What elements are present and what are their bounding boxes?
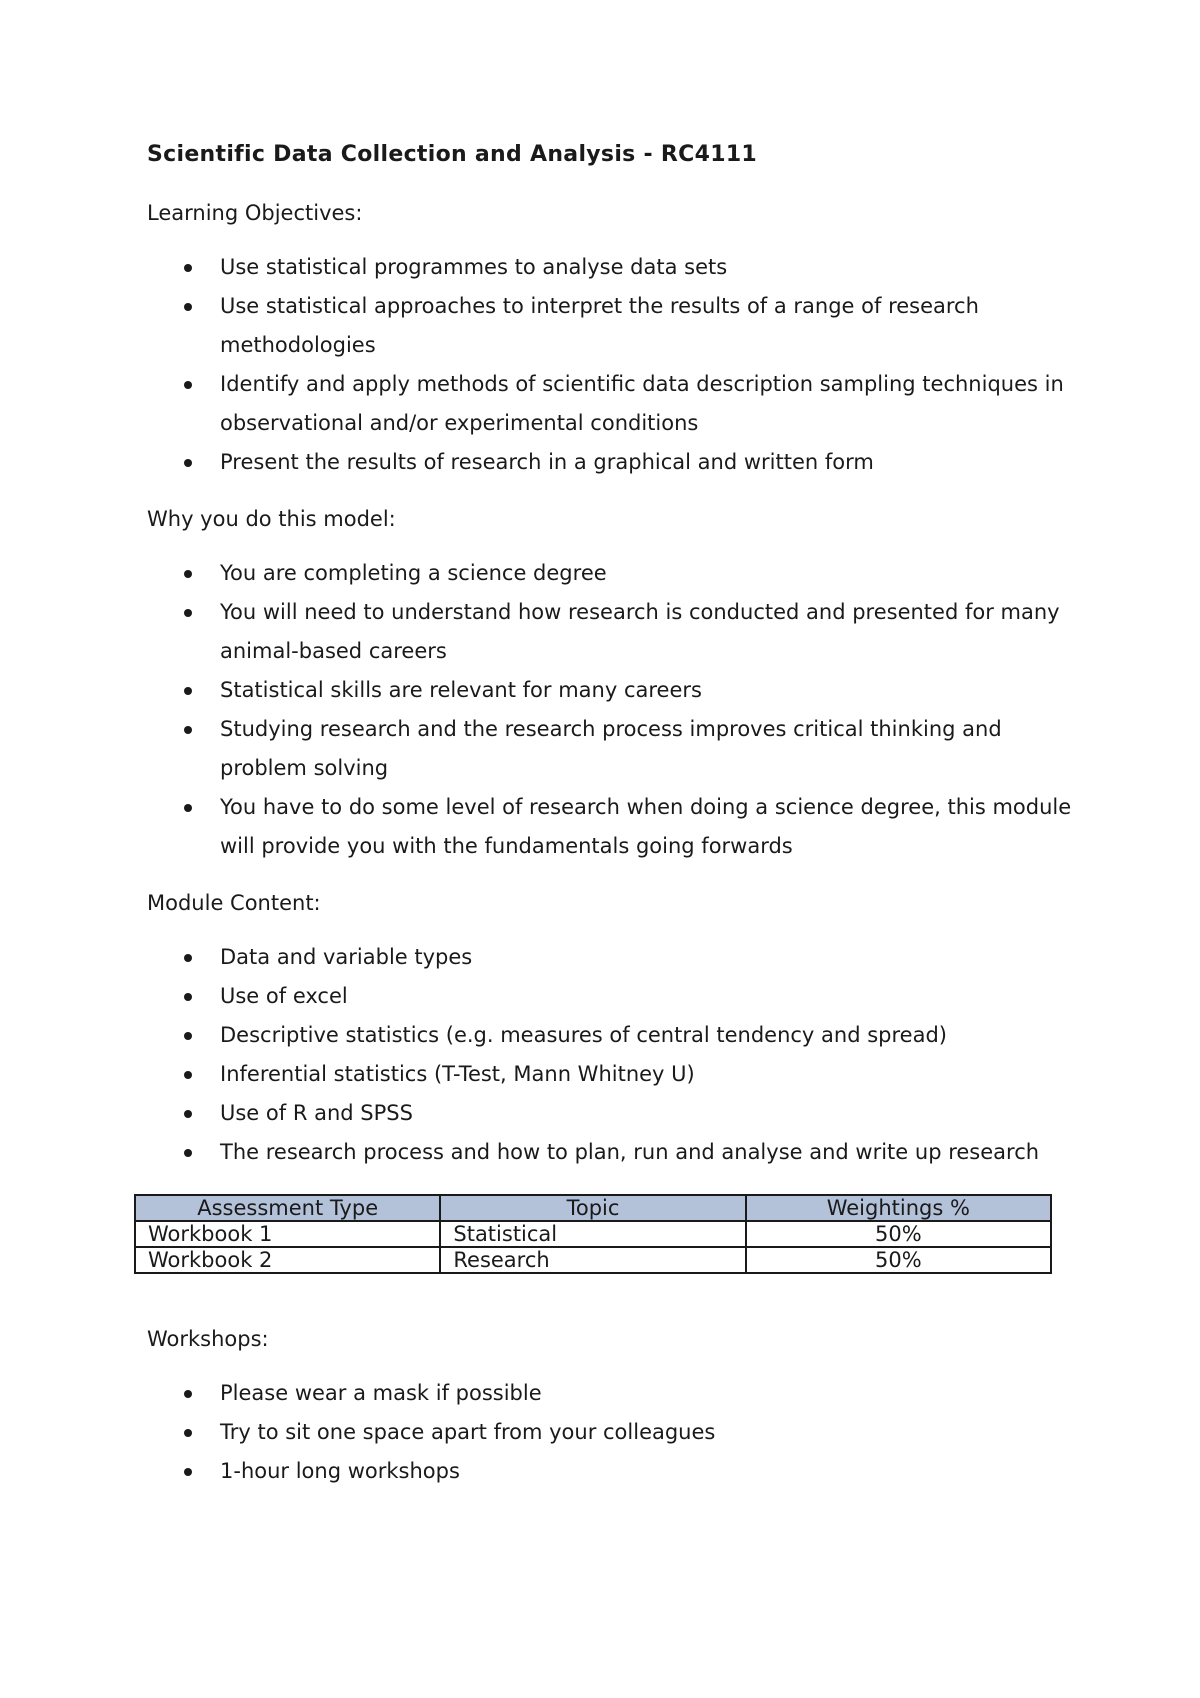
bullet-icon: [184, 1149, 192, 1157]
list-item: Please wear a mask if possible: [147, 1374, 1077, 1413]
list-item: Use statistical approaches to interpret the results of a range of research methodologies: [147, 287, 1077, 365]
bullet-icon: [184, 954, 192, 962]
bullet-icon: [184, 609, 192, 617]
document-title: Scientific Data Collection and Analysis - RC4111: [147, 142, 758, 167]
bullet-icon: [184, 687, 192, 695]
workshops-list: [147, 1374, 1077, 1491]
bullet-icon: [184, 570, 192, 578]
bullet-icon: [184, 381, 192, 389]
header-topic: Topic: [440, 1195, 745, 1221]
list-item: Inferential statistics (T-Test, Mann Whitney U): [147, 1055, 1077, 1094]
list-item: Descriptive statistics (e.g. measures of central tendency and spread): [147, 1016, 1077, 1055]
bullet-icon: [184, 303, 192, 311]
header-weightings: Weightings %: [746, 1195, 1051, 1221]
list-item: The research process and how to plan, run and analyse and write up research: [147, 1133, 1077, 1172]
learning-objectives-list: [147, 248, 1077, 482]
list-item: Try to sit one space apart from your colleagues: [147, 1413, 1077, 1452]
table-cell: 50%: [746, 1221, 1051, 1247]
list-item: You will need to understand how research is conducted and presented for many animal-based careers: [147, 593, 1077, 671]
bullet-icon: [184, 264, 192, 272]
table-cell: Statistical: [440, 1221, 745, 1247]
table-row: [135, 1247, 1051, 1273]
module-content-list: [147, 938, 1077, 1172]
workshops-heading: Workshops:: [147, 1327, 269, 1351]
list-item: 1-hour long workshops: [147, 1452, 1077, 1491]
list-item: You are completing a science degree: [147, 554, 1077, 593]
list-item: Present the results of research in a graphical and written form: [147, 443, 1077, 482]
bullet-icon: [184, 1390, 192, 1398]
bullet-icon: [184, 993, 192, 1001]
why-heading: Why you do this model:: [147, 507, 396, 531]
bullet-icon: [184, 1468, 192, 1476]
list-item: Use of excel: [147, 977, 1077, 1016]
table-cell: Research: [440, 1247, 745, 1273]
list-item: Statistical skills are relevant for many careers: [147, 671, 1077, 710]
document-page: [147, 140, 1077, 1513]
assessment-table: [134, 1194, 1052, 1274]
list-item: Use statistical programmes to analyse data sets: [147, 248, 1077, 287]
bullet-icon: [184, 804, 192, 812]
table-cell: 50%: [746, 1247, 1051, 1273]
bullet-icon: [184, 1032, 192, 1040]
header-assessment-type: Assessment Type: [135, 1195, 440, 1221]
learning-objectives-heading: Learning Objectives:: [147, 201, 363, 225]
bullet-icon: [184, 1071, 192, 1079]
list-item: You have to do some level of research when doing a science degree, this module will provide you with the fundamentals going forwards: [147, 788, 1077, 866]
list-item: Data and variable types: [147, 938, 1077, 977]
module-content-heading: Module Content:: [147, 891, 321, 915]
list-item: Use of R and SPSS: [147, 1094, 1077, 1133]
list-item: Identify and apply methods of scientific data description sampling techniques in observational and/or experimental conditions: [147, 365, 1077, 443]
list-item: Studying research and the research process improves critical thinking and problem solving: [147, 710, 1077, 788]
bullet-icon: [184, 1110, 192, 1118]
table-row: [135, 1221, 1051, 1247]
bullet-icon: [184, 459, 192, 467]
table-header-row: [135, 1195, 1051, 1221]
bullet-icon: [184, 1429, 192, 1437]
why-list: [147, 554, 1077, 866]
table-cell: Workbook 2: [135, 1247, 440, 1273]
bullet-icon: [184, 726, 192, 734]
table-cell: Workbook 1: [135, 1221, 440, 1247]
